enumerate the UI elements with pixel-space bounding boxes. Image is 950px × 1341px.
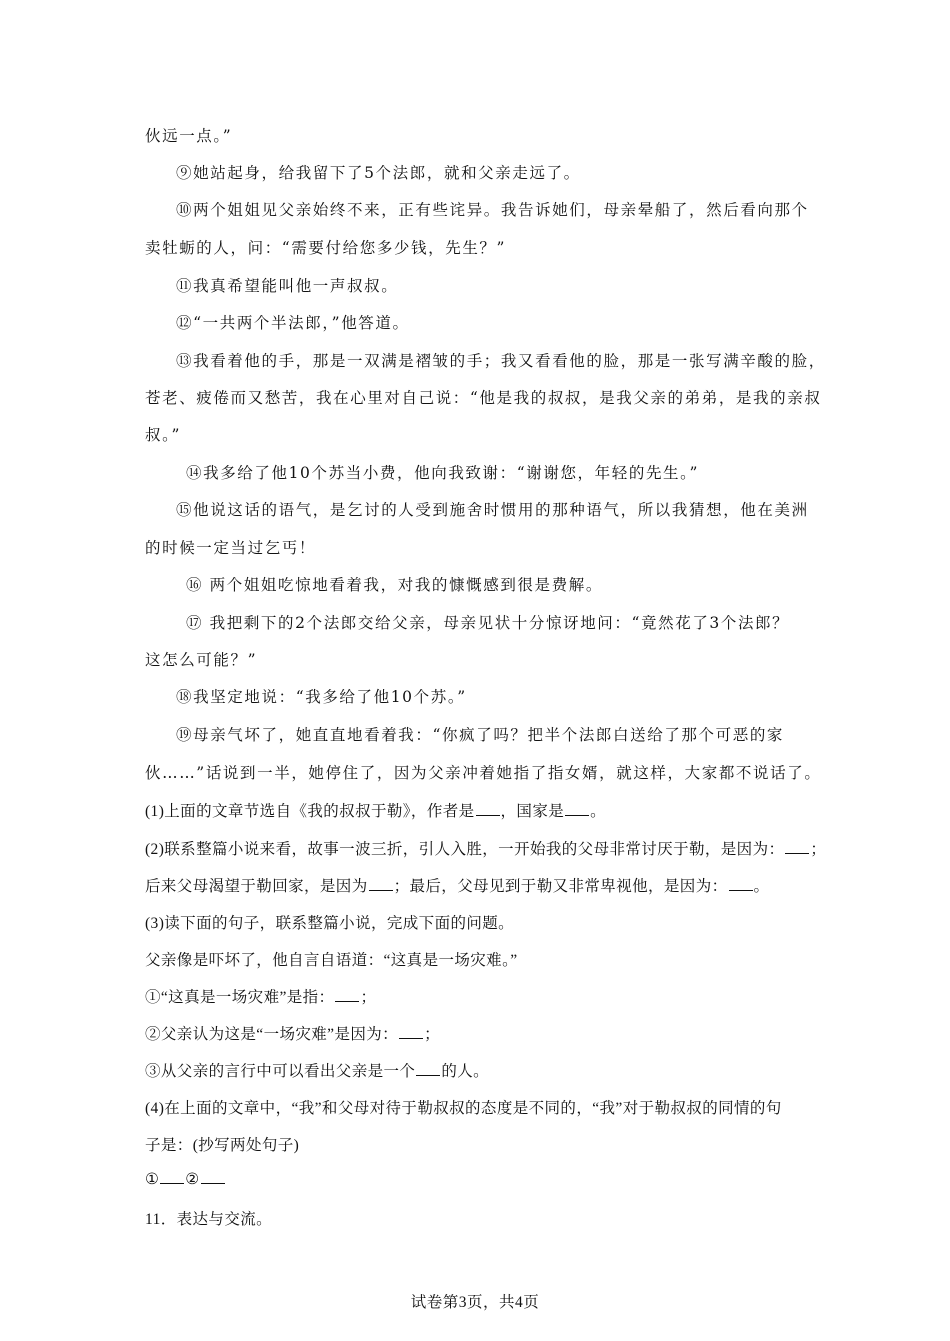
passage-line: ⑫“一共两个半法郎，”他答道。	[176, 314, 410, 332]
question-3-2: ②父亲认为这是“一场灾难”是因为： ；	[145, 1026, 440, 1043]
answer-blank[interactable]	[565, 814, 589, 816]
passage-line: ⑨她站起身，给我留下了5个法郎，就和父亲走远了。	[176, 164, 581, 182]
passage-line: ⑭我多给了他10个苏当小费，他向我致谢：“谢谢您，年轻的先生。”	[186, 464, 700, 482]
answer-blank[interactable]	[160, 1182, 184, 1184]
passage-line: ⑪我真希望能叫他一声叔叔。	[176, 277, 399, 295]
next-question-heading: 11．表达与交流。	[145, 1211, 273, 1228]
question-3-quote: 父亲像是吓坏了，他自言自语道：“这真是一场灾难。”	[145, 952, 518, 969]
answer-blank[interactable]	[369, 889, 393, 891]
question-3-3: ③从父亲的言行中可以看出父亲是一个 的人。	[145, 1063, 490, 1080]
question-4-answers: ① ②	[145, 1170, 226, 1189]
passage-line: ⑰ 我把剩下的2个法郎交给父亲，母亲见状十分惊讶地问：“竟然花了3个法郎？	[186, 614, 790, 632]
passage-line: 卖牡蛎的人，问：“需要付给您多少钱，先生？”	[145, 239, 507, 257]
answer-blank[interactable]	[785, 852, 809, 854]
question-2-cont: 后来父母渴望于勒回家，是因为 ；最后，父母见到于勒又非常卑视他，是因为： 。	[145, 878, 770, 895]
passage-line: 这怎么可能？”	[145, 651, 258, 669]
passage-line: ⑲母亲气坏了，她直直地看着我：“你疯了吗？把半个法郎白送给了那个可恶的家	[176, 726, 785, 744]
question-2: (2)联系整篇小说来看，故事一波三折，引人入胜，一开始我的父母非常讨厌于勒，是因为： ；	[145, 841, 827, 858]
page-footer: 试卷第3页，共4页	[410, 1294, 540, 1311]
passage-line: 的时候一定当过乞丐！	[145, 539, 317, 557]
question-4: (4)在上面的文章中，“我”和父母对待于勒叔叔的态度是不同的，“我”对于勒叔叔的同情的句	[145, 1100, 782, 1117]
passage-line: ⑬我看着他的手，那是一双满是褶皱的手；我又看看他的脸，那是一张写满辛酸的脸，	[176, 352, 826, 370]
answer-blank[interactable]	[201, 1182, 225, 1184]
passage-line: 叔。”	[145, 426, 181, 444]
question-3: (3)读下面的句子，联系整篇小说，完成下面的问题。	[145, 915, 515, 932]
answer-blank[interactable]	[335, 1000, 359, 1002]
passage-line: ⑱我坚定地说：“我多给了他10个苏。”	[176, 688, 467, 706]
answer-blank[interactable]	[729, 889, 753, 891]
question-1: (1)上面的文章节选自《我的叔叔于勒》，作者是 ，国家是 。	[145, 803, 607, 820]
passage-line: 伙远一点。”	[145, 127, 233, 145]
passage-line: ⑩两个姐姐见父亲始终不来，正有些诧异。我告诉她们，母亲晕船了，然后看向那个	[176, 201, 809, 219]
passage-line: ⑯ 两个姐姐吃惊地看着我，对我的慷慨感到很是费解。	[186, 576, 603, 594]
answer-blank[interactable]	[416, 1074, 440, 1076]
question-4-cont: 子是：(抄写两处句子)	[145, 1137, 300, 1154]
question-3-1: ①“这真是一场灾难”是指： ；	[145, 989, 377, 1006]
passage-line: 苍老、疲倦而又愁苦，我在心里对自己说：“他是我的叔叔，是我父亲的弟弟，是我的亲叔	[145, 389, 822, 407]
answer-blank[interactable]	[476, 814, 500, 816]
answer-blank[interactable]	[399, 1037, 423, 1039]
passage-line: 伙……”话说到一半，她停住了，因为父亲冲着她指了指女婿，就这样，大家都不说话了。	[145, 764, 822, 782]
passage-line: ⑮他说这话的语气，是乞讨的人受到施舍时惯用的那种语气，所以我猜想，他在美洲	[176, 501, 809, 519]
